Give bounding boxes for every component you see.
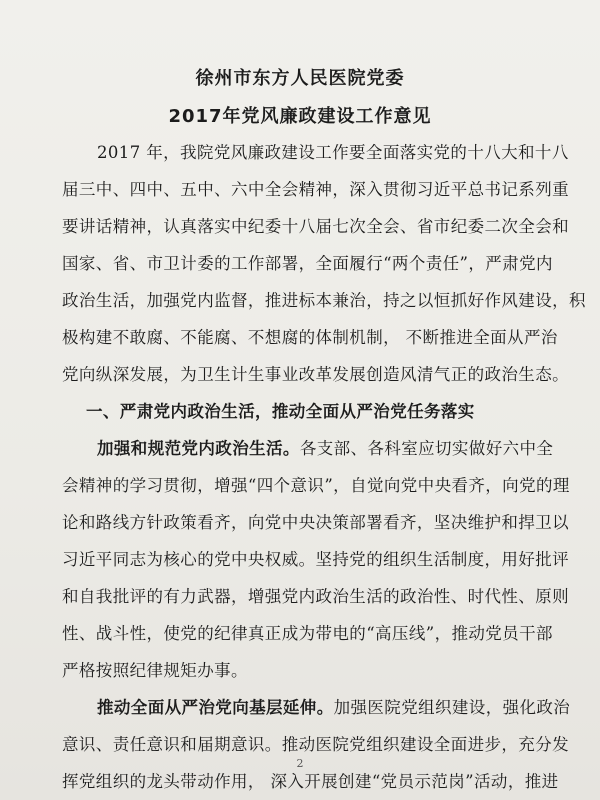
document-title: 徐州市东方人民医院党委 bbox=[195, 68, 405, 89]
document-subtitle: 2017年党风廉政建设工作意见 bbox=[168, 106, 432, 127]
intro-line: 届三中、四中、五中、六中全会精神，深入贯彻习近平总书记系列重 bbox=[62, 180, 569, 199]
paragraph-first-line bbox=[97, 435, 553, 459]
paragraph-line: 习近平同志为核心的党中央权威。坚持党的组织生活制度，用好批评 bbox=[62, 550, 569, 569]
paragraph-line: 意识、责任意识和届期意识。推动医院党组织建设全面进步，充分发 bbox=[62, 735, 569, 754]
intro-line: 党向纵深发展，为卫生计生事业改革发展创造风清气正的政治生态。 bbox=[62, 365, 569, 384]
paragraph-line: 严格按照纪律规矩办事。 bbox=[62, 661, 248, 680]
paragraph-text: 各支部、各科室应切实做好六中全 bbox=[299, 439, 554, 458]
page-number: 2 bbox=[296, 757, 304, 770]
paragraph-line: 会精神的学习贯彻，增强“四个意识”，自觉向党中央看齐，向党的理 bbox=[62, 476, 570, 495]
paragraph-line: 论和路线方针政策看齐，向党中央决策部署看齐，坚决维护和捍卫以 bbox=[62, 513, 569, 532]
intro-line: 要讲话精神，认真落实中纪委十八届七次全会、省市纪委二次全会和 bbox=[62, 217, 569, 236]
paragraph-text: 加强医院党组织建设，强化政治 bbox=[333, 698, 571, 717]
intro-line: 国家、省、市卫计委的工作部署，全面履行“两个责任”，严肃党内 bbox=[62, 254, 553, 273]
intro-line: 政治生活，加强党内监督，推进标本兼治，持之以恒抓好作风建设，积 bbox=[62, 291, 586, 310]
paragraph-line: 性、战斗性，使党的纪律真正成为带电的“高压线”，推动党员干部 bbox=[62, 624, 553, 643]
paragraph-lead: 加强和规范党内政治生活。 bbox=[97, 439, 300, 458]
paragraph-lead: 推动全面从严治党向基层延伸。 bbox=[97, 698, 334, 717]
paragraph-line: 挥党组织的龙头带动作用， 深入开展创建“党员示范岗”活动，推进 bbox=[62, 772, 559, 791]
paragraph-first-line bbox=[97, 694, 570, 718]
intro-line: 极构建不敢腐、不能腐、不想腐的体制机制， 不断推进全面从严治 bbox=[62, 328, 558, 347]
section-heading: 一、严肃党内政治生活，推动全面从严治党任务落实 bbox=[86, 402, 475, 421]
paragraph-line: 和自我批评的有力武器，增强党内政治生活的政治性、时代性、原则 bbox=[62, 587, 569, 606]
intro-line: 2017 年，我院党风廉政建设工作要全面落实党的十八大和十八 bbox=[97, 143, 569, 162]
